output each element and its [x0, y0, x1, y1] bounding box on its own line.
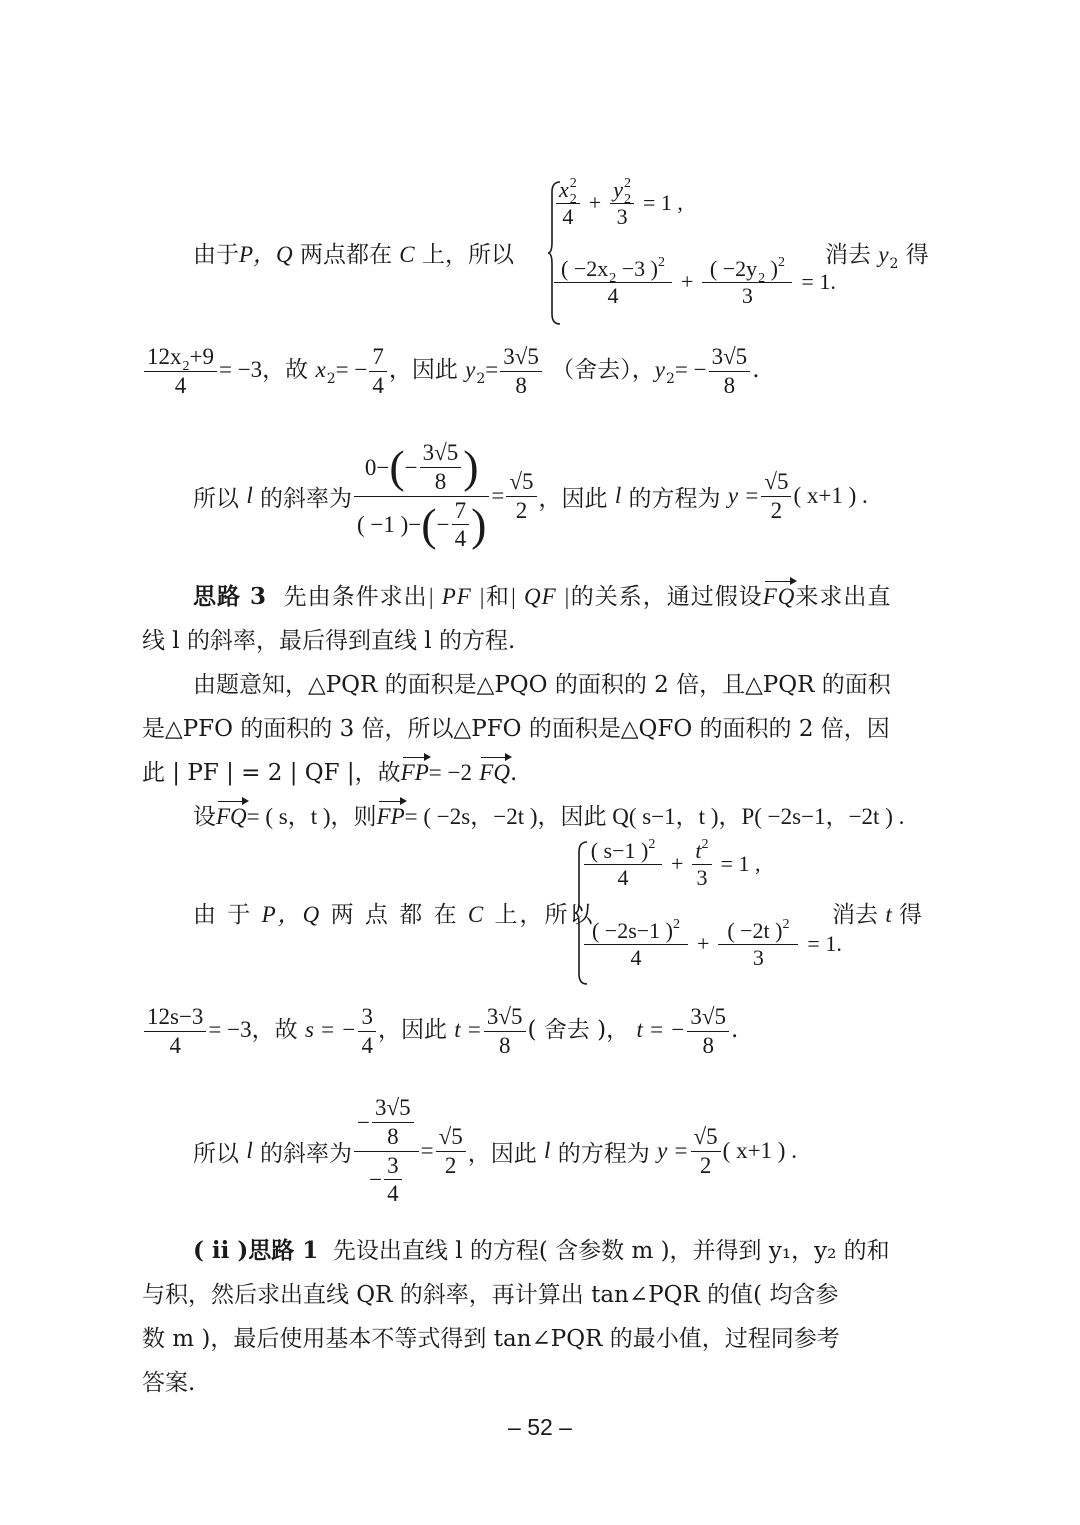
- slope-line-1: 所以 l 的斜率为 0− ( − $\frac{3√5}{8}$ ) ( −1 )− ( − $\frac{7}{4}$ ) = $\frac{√5}{2}$ ，因此 l 的方程为 y = $\frac{√5}{2}$ ( x+1 ) .: [193, 440, 868, 552]
- eliminate-y2: 消去 $y_2$ 得: [825, 242, 929, 272]
- area-line2: 是△PFO 的面积的 3 倍，所以△PFO 的面积是△QFO 的面积的 2 倍，因: [142, 716, 890, 742]
- eliminate-t: 消去 t 得: [832, 902, 923, 928]
- page-number: – 52 –: [508, 1414, 572, 1440]
- part-ii-line1: ( ⅱ )思路 1 先设出直线 l 的方程( 含参数 m )，并得到 y₁，y₂ 的和: [193, 1237, 890, 1264]
- part-ii-line3: 数 m )，最后使用基本不等式得到 tan∠PQR 的最小值，过程同参考: [142, 1326, 840, 1352]
- solve-x2-line: $\frac{12x_2+9}{4}$ = −3，故 $x_2=$ − $\frac{7}{4}$ ，因此 $y_2=$ $\frac{3√5}{8}$ （舍去），$y_2=$ − $\frac{3√5}{8}$ .: [142, 343, 760, 399]
- area-line3: 此 | PF | = 2 | QF |，故FP= −2 FQ.: [142, 760, 518, 786]
- system2-eq1: $\frac{( s-1 )^2}{4}$ + $\frac{t^2}{3}$ = 1 ,: [582, 838, 760, 892]
- idea3-line1: 思路 3 先由条件求出| PF |和| QF |的关系，通过假设FQ来求出直: [193, 583, 892, 610]
- part-ii-line4: 答案.: [142, 1370, 196, 1396]
- solve-s-line: $\frac{12s-3}{4}$ = −3，故 s = − $\frac{3}{4}$ ，因此 t = $\frac{3√5}{8}$ ( 舍去 )， t = − $\frac{3√5}{8}$ .: [142, 1003, 738, 1059]
- part-ii-line2: 与积，然后求出直线 QR 的斜率，再计算出 tan∠PQR 的值( 均含参: [142, 1282, 839, 1308]
- set-vector-line: 设FQ= ( s，t )，则FP= ( −2s，−2t )，因此 Q( s−1，t )，P( −2s−1，−2t ) .: [193, 804, 905, 830]
- system-intro: 由于P，Q 两点都在 C 上，所以: [193, 242, 514, 268]
- system-eq2: $\frac{( -2x_2 -3 )^2}{4}$ + $\frac{( -2y_2 )^2}{3}$ = 1.: [552, 256, 836, 310]
- area-line1: 由题意知，△PQR 的面积是△PQO 的面积的 2 倍，且△PQR 的面积: [193, 672, 891, 698]
- system2-eq2: $\frac{( -2s-1 )^2}{4}$ + $\frac{( -2t )^2}{3}$ = 1.: [582, 918, 842, 972]
- slope-line-2: 所以 l 的斜率为 − $\frac{3√5}{8}$ − $\frac{3}{4}$ = $\frac{√5}{2}$ ，因此 l 的方程为 y = $\frac{√5}{2}$ ( x+1 ) .: [193, 1095, 797, 1207]
- system-eq1: $\frac{x_2^2}{4}$ + $\frac{y_2^2}{3}$ = 1 ,: [554, 177, 683, 231]
- idea3-line2: 线 l 的斜率，最后得到直线 l 的方程.: [142, 628, 516, 654]
- system2-intro: 由 于 P，Q 两 点 都 在 C 上，所以: [193, 902, 595, 928]
